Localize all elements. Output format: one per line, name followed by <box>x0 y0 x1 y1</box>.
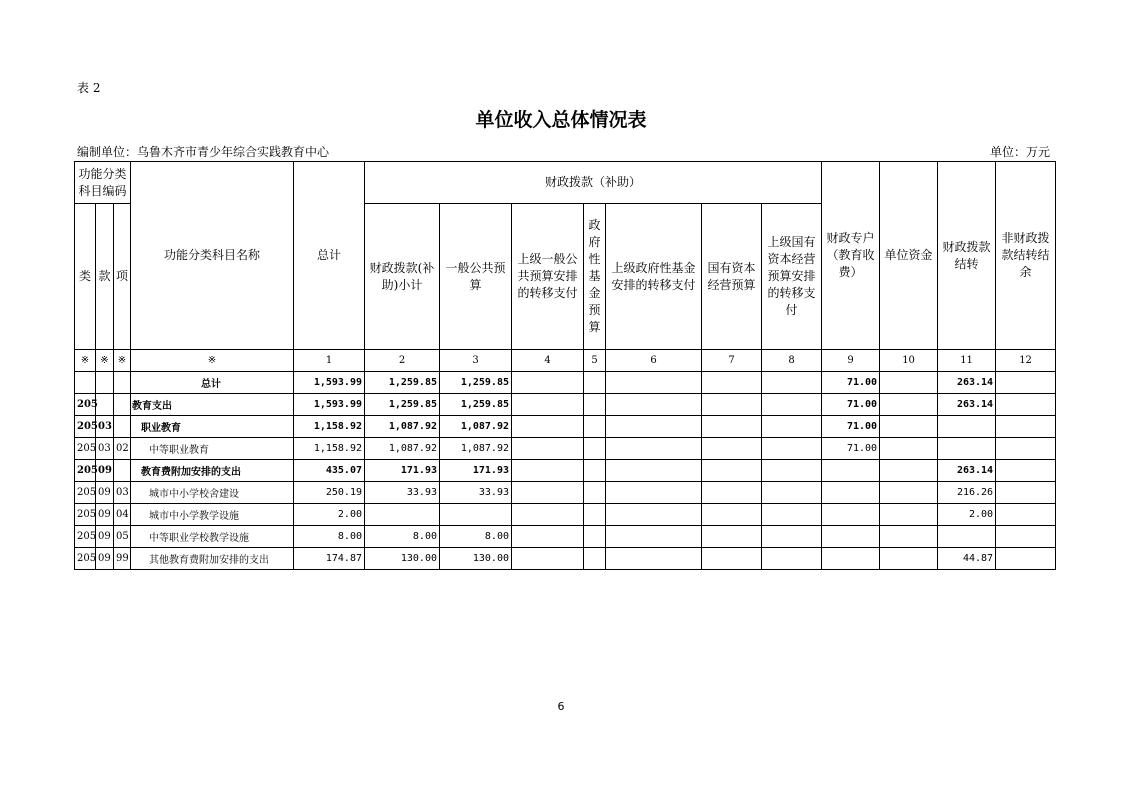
code-cell: 205 <box>75 438 96 460</box>
amount-cell <box>584 438 606 460</box>
index-cell: 10 <box>880 350 938 372</box>
table-row <box>75 482 1056 504</box>
amount-cell <box>938 416 996 438</box>
index-cell: 6 <box>606 350 702 372</box>
index-cell: 7 <box>702 350 762 372</box>
amount-cell <box>584 460 606 482</box>
index-cell: 9 <box>822 350 880 372</box>
amount-cell: 1,259.85 <box>365 372 440 394</box>
code-cell: 205 <box>75 526 96 548</box>
amount-cell <box>880 416 938 438</box>
amount-cell: 263.14 <box>938 394 996 416</box>
amount-cell <box>702 460 762 482</box>
header-fiscal-subtotal: 财政拨款(补助)小计 <box>365 204 440 350</box>
amount-cell <box>996 548 1056 570</box>
header-general-budget: 一般公共预算 <box>440 204 512 350</box>
amount-cell <box>762 438 822 460</box>
amount-cell: 171.93 <box>365 460 440 482</box>
amount-cell <box>512 416 584 438</box>
code-cell <box>75 372 96 394</box>
amount-cell <box>762 394 822 416</box>
amount-cell: 250.19 <box>294 482 365 504</box>
amount-cell: 1,158.92 <box>294 416 365 438</box>
amount-cell <box>702 416 762 438</box>
amount-cell <box>606 438 702 460</box>
table-row <box>75 394 1056 416</box>
amount-cell <box>512 372 584 394</box>
code-cell: 205 <box>75 460 96 482</box>
subject-name-cell: 城市中小学校舍建设 <box>131 482 294 504</box>
table-row <box>75 416 1056 438</box>
amount-cell <box>702 372 762 394</box>
amount-cell <box>762 482 822 504</box>
code-cell <box>96 394 114 416</box>
amount-cell: 1,087.92 <box>440 438 512 460</box>
subject-name-cell: 中等职业教育 <box>131 438 294 460</box>
code-cell: 03 <box>96 438 114 460</box>
amount-cell <box>762 460 822 482</box>
amount-cell <box>702 548 762 570</box>
header-unit-funds: 单位资金 <box>880 162 938 350</box>
code-cell: 04 <box>114 504 131 526</box>
subject-name-cell: 教育支出 <box>131 394 294 416</box>
code-cell: 09 <box>96 504 114 526</box>
code-cell: 205 <box>75 504 96 526</box>
header-name: 功能分类科目名称 <box>131 162 294 350</box>
amount-cell: 2.00 <box>938 504 996 526</box>
header-total: 总计 <box>294 162 365 350</box>
amount-cell <box>606 504 702 526</box>
amount-cell <box>702 482 762 504</box>
amount-cell: 2.00 <box>294 504 365 526</box>
index-cell: 11 <box>938 350 996 372</box>
org-name: 编制单位：乌鲁木齐市青少年综合实践教育中心 <box>77 145 330 159</box>
amount-cell: 71.00 <box>822 394 880 416</box>
amount-cell <box>512 460 584 482</box>
amount-cell: 1,259.85 <box>365 394 440 416</box>
header-upper-fund-transfer: 上级政府性基金安排的转移支付 <box>606 204 702 350</box>
amount-cell <box>584 504 606 526</box>
amount-cell: 216.26 <box>938 482 996 504</box>
table-row <box>75 526 1056 548</box>
code-cell: 09 <box>96 460 114 482</box>
amount-cell <box>606 548 702 570</box>
amount-cell <box>822 460 880 482</box>
subject-name-cell: 城市中小学教学设施 <box>131 504 294 526</box>
amount-cell: 1,087.92 <box>440 416 512 438</box>
amount-cell <box>584 526 606 548</box>
subject-name-cell: 其他教育费附加安排的支出 <box>131 548 294 570</box>
amount-cell: 435.07 <box>294 460 365 482</box>
index-cell: ※ <box>96 350 114 372</box>
amount-cell: 8.00 <box>365 526 440 548</box>
table-row <box>75 548 1056 570</box>
code-cell: 205 <box>75 416 96 438</box>
amount-cell <box>996 416 1056 438</box>
amount-cell: 71.00 <box>822 416 880 438</box>
amount-cell <box>938 438 996 460</box>
amount-cell <box>822 504 880 526</box>
header-nonfiscal-carryover: 非财政拨款结转结余 <box>996 162 1056 350</box>
index-cell: 12 <box>996 350 1056 372</box>
amount-cell <box>762 526 822 548</box>
amount-cell <box>606 394 702 416</box>
subject-name-cell: 总计 <box>131 372 294 394</box>
amount-cell <box>996 482 1056 504</box>
amount-cell <box>880 394 938 416</box>
amount-cell: 8.00 <box>440 526 512 548</box>
amount-cell <box>606 482 702 504</box>
page-number: 6 <box>557 700 565 713</box>
amount-cell <box>606 526 702 548</box>
code-cell <box>114 372 131 394</box>
amount-cell: 1,087.92 <box>365 438 440 460</box>
amount-cell: 1,593.99 <box>294 394 365 416</box>
amount-cell <box>584 416 606 438</box>
index-cell: ※ <box>131 350 294 372</box>
amount-cell: 130.00 <box>365 548 440 570</box>
code-cell: 09 <box>96 526 114 548</box>
table-row <box>75 460 1056 482</box>
table-row <box>75 504 1056 526</box>
header-code-group: 功能分类科目编码 <box>75 162 131 204</box>
code-cell <box>114 394 131 416</box>
subject-name-cell: 教育费附加安排的支出 <box>131 460 294 482</box>
header-state-capital: 国有资本经营预算 <box>702 204 762 350</box>
amount-cell <box>512 394 584 416</box>
amount-cell <box>512 438 584 460</box>
amount-cell <box>584 482 606 504</box>
amount-cell <box>512 548 584 570</box>
amount-cell <box>606 372 702 394</box>
amount-cell <box>512 504 584 526</box>
header-special-fiscal: 财政专户（教育收费） <box>822 162 880 350</box>
header-fiscal-carryover: 财政拨款结转 <box>938 162 996 350</box>
code-cell: 205 <box>75 394 96 416</box>
amount-cell <box>606 460 702 482</box>
table-row <box>75 438 1056 460</box>
amount-cell <box>762 416 822 438</box>
amount-cell <box>702 438 762 460</box>
amount-cell: 171.93 <box>440 460 512 482</box>
code-cell: 09 <box>96 482 114 504</box>
amount-cell: 44.87 <box>938 548 996 570</box>
amount-cell: 8.00 <box>294 526 365 548</box>
header-upper-capital-transfer: 上级国有资本经营预算安排的转移支付 <box>762 204 822 350</box>
amount-cell: 263.14 <box>938 460 996 482</box>
index-row <box>75 350 1056 372</box>
header-xiang: 项 <box>114 204 131 350</box>
amount-cell: 71.00 <box>822 438 880 460</box>
amount-cell: 130.00 <box>440 548 512 570</box>
amount-cell <box>584 394 606 416</box>
amount-cell <box>584 372 606 394</box>
amount-cell <box>880 438 938 460</box>
amount-cell <box>996 504 1056 526</box>
code-cell <box>114 416 131 438</box>
amount-cell <box>702 394 762 416</box>
index-cell: 4 <box>512 350 584 372</box>
amount-cell <box>440 504 512 526</box>
amount-cell: 33.93 <box>365 482 440 504</box>
amount-cell <box>822 526 880 548</box>
amount-cell <box>365 504 440 526</box>
code-cell <box>114 460 131 482</box>
amount-cell <box>822 548 880 570</box>
amount-cell <box>880 504 938 526</box>
amount-cell: 71.00 <box>822 372 880 394</box>
index-cell: 2 <box>365 350 440 372</box>
amount-cell <box>512 526 584 548</box>
index-cell: 3 <box>440 350 512 372</box>
code-cell: 09 <box>96 548 114 570</box>
header-lei: 类 <box>75 204 96 350</box>
amount-cell <box>606 416 702 438</box>
index-cell: 1 <box>294 350 365 372</box>
amount-cell <box>996 438 1056 460</box>
amount-cell <box>880 460 938 482</box>
amount-cell <box>996 526 1056 548</box>
amount-cell <box>880 482 938 504</box>
amount-cell: 1,593.99 <box>294 372 365 394</box>
code-cell: 02 <box>114 438 131 460</box>
amount-cell <box>880 372 938 394</box>
subject-name-cell: 职业教育 <box>131 416 294 438</box>
amount-cell <box>880 548 938 570</box>
amount-cell <box>996 394 1056 416</box>
amount-cell <box>822 482 880 504</box>
subject-name-cell: 中等职业学校教学设施 <box>131 526 294 548</box>
amount-cell <box>512 482 584 504</box>
code-cell: 99 <box>114 548 131 570</box>
code-cell: 05 <box>114 526 131 548</box>
amount-cell <box>996 460 1056 482</box>
amount-cell <box>584 548 606 570</box>
amount-cell <box>938 526 996 548</box>
header-gov-fund: 政府性基金预算 <box>584 204 606 350</box>
amount-cell: 33.93 <box>440 482 512 504</box>
code-cell: 03 <box>96 416 114 438</box>
amount-cell <box>702 526 762 548</box>
header-fiscal-group: 财政拨款（补助） <box>365 162 822 204</box>
index-cell: ※ <box>114 350 131 372</box>
amount-cell: 1,259.85 <box>440 372 512 394</box>
amount-cell <box>702 504 762 526</box>
amount-cell: 1,158.92 <box>294 438 365 460</box>
amount-cell <box>762 504 822 526</box>
index-cell: ※ <box>75 350 96 372</box>
amount-cell <box>762 372 822 394</box>
index-cell: 8 <box>762 350 822 372</box>
table-label: 表 2 <box>77 81 101 95</box>
index-cell: 5 <box>584 350 606 372</box>
amount-cell: 263.14 <box>938 372 996 394</box>
code-cell: 205 <box>75 548 96 570</box>
amount-cell <box>880 526 938 548</box>
amount-cell: 1,087.92 <box>365 416 440 438</box>
amount-cell: 174.87 <box>294 548 365 570</box>
code-cell: 205 <box>75 482 96 504</box>
amount-cell: 1,259.85 <box>440 394 512 416</box>
table-row <box>75 372 1056 394</box>
unit-label: 单位：万元 <box>989 145 1050 159</box>
amount-cell <box>996 372 1056 394</box>
code-cell <box>96 372 114 394</box>
header-kuan: 款 <box>96 204 114 350</box>
page-title: 单位收入总体情况表 <box>475 109 647 131</box>
income-summary-table <box>74 161 1056 570</box>
header-upper-general-transfer: 上级一般公共预算安排的转移支付 <box>512 204 584 350</box>
amount-cell <box>762 548 822 570</box>
code-cell: 03 <box>114 482 131 504</box>
